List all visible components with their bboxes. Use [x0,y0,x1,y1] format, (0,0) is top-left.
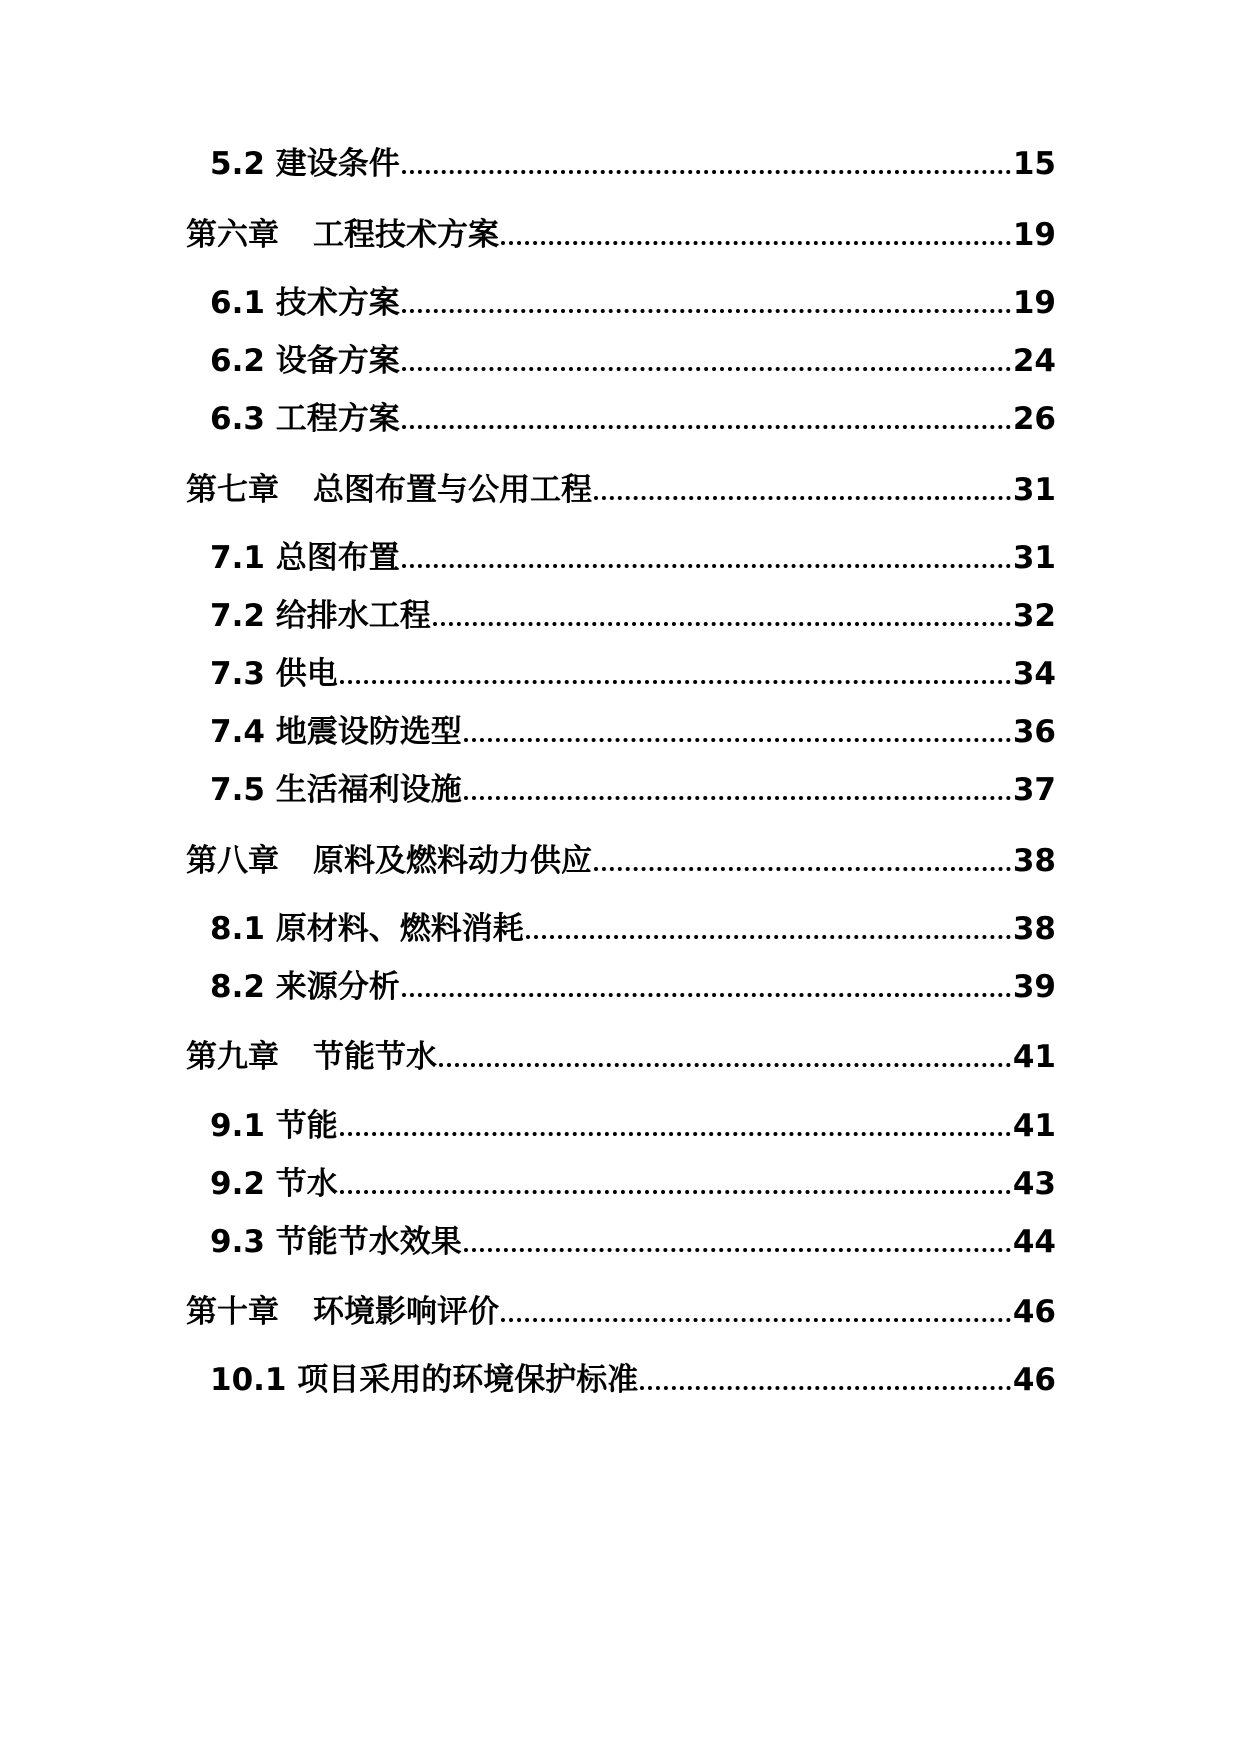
entry-number: 第九章 [186,1039,279,1075]
entry-number: 7.1 [210,540,265,576]
entry-page-number: 31 [1012,472,1056,508]
entry-number: 6.3 [210,401,265,437]
entry-title: 设备方案 [275,343,400,379]
entry-title: 生活福利设施 [275,772,462,808]
entry-page-number: 26 [1012,401,1056,437]
dot-leader [594,496,1011,500]
dot-leader [501,1318,1011,1322]
entry-title: 总图布置 [275,540,400,576]
dot-leader [402,564,1011,568]
entry-page-number: 19 [1012,217,1056,253]
entry-number: 9.1 [210,1108,265,1144]
dot-leader [402,425,1011,429]
entry-title: 给排水工程 [275,598,431,634]
entry-title: 供电 [275,656,338,692]
toc-entry[interactable] [186,839,1056,883]
entry-number: 8.2 [210,969,265,1005]
toc-entry[interactable] [186,213,1056,257]
entry-page-number: 41 [1012,1039,1056,1075]
entry-number: 9.2 [210,1166,265,1202]
entry-page-number: 43 [1012,1166,1056,1202]
entry-page-number: 24 [1012,343,1056,379]
dot-leader [340,1132,1011,1136]
toc-entry[interactable] [210,907,1056,951]
entry-number: 7.2 [210,598,265,634]
entry-number: 9.3 [210,1224,265,1260]
entry-page-number: 32 [1012,598,1056,634]
entry-page-number: 38 [1012,911,1056,947]
dot-leader [402,170,1011,174]
dot-leader [464,1248,1011,1252]
entry-number: 5.2 [210,146,265,182]
toc-entry[interactable] [210,281,1056,325]
entry-title: 来源分析 [275,969,400,1005]
entry-page-number: 34 [1012,656,1056,692]
toc-entry[interactable] [186,468,1056,512]
dot-leader [402,993,1011,997]
entry-title: 节能 [275,1108,338,1144]
toc-entry[interactable] [210,965,1056,1009]
entry-title: 原材料、燃料消耗 [275,911,524,947]
dot-leader [526,935,1011,939]
toc-entry[interactable] [210,768,1056,812]
entry-number: 7.4 [210,714,265,750]
entry-number: 6.2 [210,343,265,379]
toc-entry[interactable] [186,1035,1056,1079]
entry-page-number: 36 [1012,714,1056,750]
entry-title: 工程技术方案 [313,217,499,253]
entry-title: 环境影响评价 [313,1294,499,1330]
toc-entry[interactable] [186,1290,1056,1334]
dot-leader [433,622,1011,626]
toc-entry[interactable] [210,710,1056,754]
dot-leader [464,796,1011,800]
dot-leader [340,680,1011,684]
entry-page-number: 46 [1012,1294,1056,1330]
entry-title: 项目采用的环境保护标准 [297,1362,639,1398]
dot-leader [501,241,1011,245]
dot-leader [594,867,1011,871]
entry-title: 总图布置与公用工程 [313,472,592,508]
entry-title: 节水 [275,1166,338,1202]
entry-title: 技术方案 [275,285,400,321]
entry-title: 工程方案 [275,401,400,437]
entry-page-number: 44 [1012,1224,1056,1260]
entry-number: 7.5 [210,772,265,808]
toc-entry[interactable] [210,594,1056,638]
toc-entry[interactable] [210,1358,1056,1402]
toc-entry[interactable] [210,397,1056,441]
dot-leader [640,1386,1011,1390]
entry-number: 6.1 [210,285,265,321]
entry-title: 建设条件 [275,146,400,182]
entry-page-number: 46 [1012,1362,1056,1398]
dot-leader [402,367,1011,371]
toc-entry[interactable] [210,652,1056,696]
entry-number: 第十章 [186,1294,279,1330]
toc-entry[interactable] [210,142,1056,186]
entry-number: 第六章 [186,217,279,253]
entry-page-number: 37 [1012,772,1056,808]
entry-number: 7.3 [210,656,265,692]
entry-title: 节能节水 [313,1039,437,1075]
entry-page-number: 15 [1012,146,1056,182]
entry-page-number: 38 [1012,843,1056,879]
toc-entry[interactable] [210,1162,1056,1206]
entry-number: 第七章 [186,472,279,508]
entry-number: 8.1 [210,911,265,947]
toc-entry[interactable] [210,1220,1056,1264]
entry-number: 10.1 [210,1362,287,1398]
dot-leader [439,1063,1011,1067]
entry-page-number: 39 [1012,969,1056,1005]
dot-leader [402,309,1011,313]
toc-entry[interactable] [210,536,1056,580]
entry-title: 原料及燃料动力供应 [313,843,592,879]
entry-number: 第八章 [186,843,279,879]
toc-entry[interactable] [210,1104,1056,1148]
entry-page-number: 19 [1012,285,1056,321]
dot-leader [340,1190,1011,1194]
entry-title: 节能节水效果 [275,1224,462,1260]
dot-leader [464,738,1011,742]
entry-title: 地震设防选型 [275,714,462,750]
entry-page-number: 31 [1012,540,1056,576]
toc-entry[interactable] [210,339,1056,383]
entry-page-number: 41 [1012,1108,1056,1144]
